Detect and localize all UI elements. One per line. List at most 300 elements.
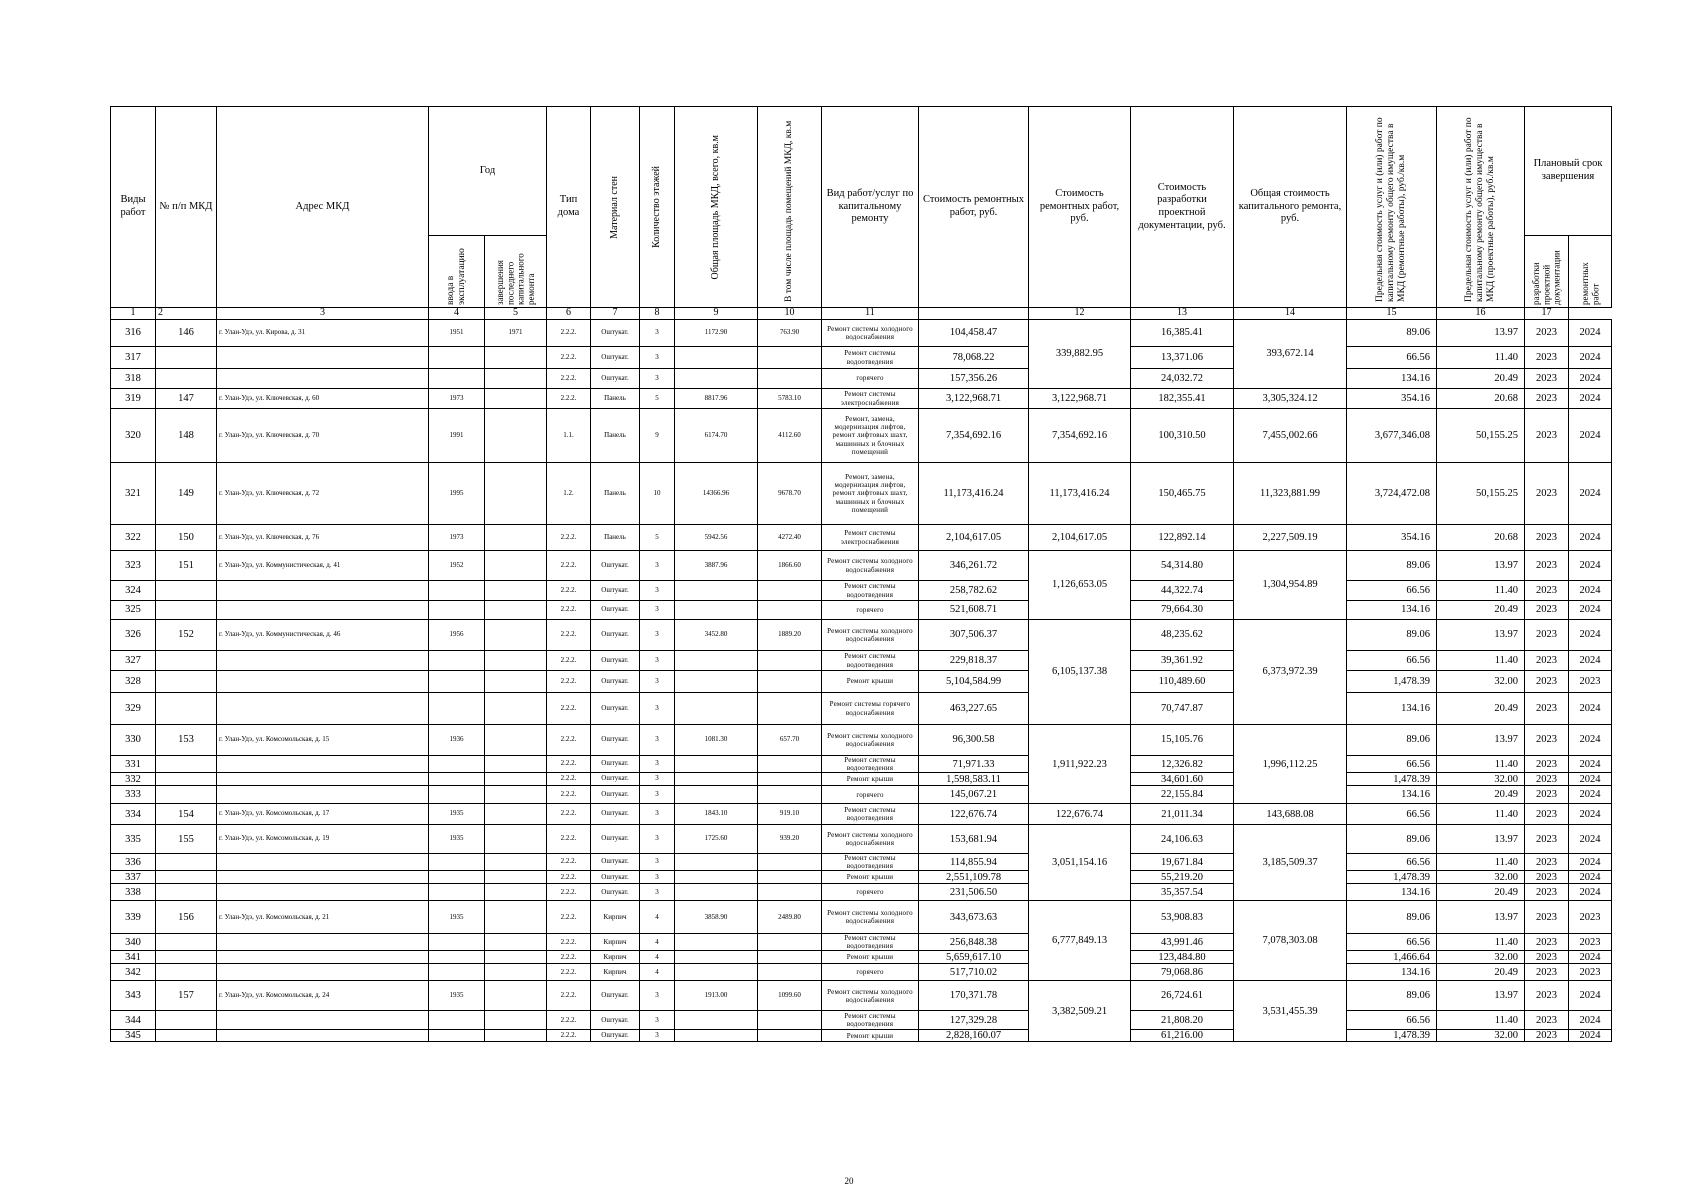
floors: 3 [640,981,675,1011]
premises-area [758,871,822,884]
work-type: Ремонт системы водоотведения [822,804,919,825]
table-row [111,981,1612,1011]
term-design: 2023 [1525,409,1569,463]
total-area [675,581,758,601]
year-commission: 1951 [429,320,485,347]
limit-repair: 134.16 [1347,884,1437,901]
term-repair: 2023 [1569,964,1612,981]
limit-repair: 1,478.39 [1347,1030,1437,1042]
work-type: Ремонт системы водоотведения [822,934,919,951]
address [217,671,429,693]
year-commission [429,854,485,871]
repair-cost: 2,551,109.78 [919,871,1029,884]
work-type: Ремонт системы водоотведения [822,854,919,871]
house-type: 2.2.2. [547,804,591,825]
premises-area: 919.10 [758,804,822,825]
repair-cost: 521,608.71 [919,601,1029,620]
mkd-number [156,651,217,671]
design-cost: 21,011.34 [1131,804,1234,825]
limit-design: 13.97 [1437,981,1525,1011]
mkd-number [156,756,217,773]
address [217,884,429,901]
house-type: 2.2.2. [547,620,591,651]
design-cost: 54,314.80 [1131,551,1234,581]
wall-material: Оштукат. [591,620,640,651]
wall-material: Оштукат. [591,551,640,581]
repair-cost: 5,659,617.10 [919,951,1029,964]
design-cost: 43,991.46 [1131,934,1234,951]
limit-repair: 66.56 [1347,756,1437,773]
total-area: 1725.60 [675,825,758,854]
premises-area [758,756,822,773]
work-type: Ремонт, замена, модернизация лифтов, ремонт лифтовых шахт, машинных и блочных помещений [822,409,919,463]
premises-area [758,1030,822,1042]
year-commission [429,347,485,369]
row-number: 327 [111,651,156,671]
group-repair-total: 6,105,137.38 [1029,620,1131,725]
row-number: 337 [111,871,156,884]
limit-design: 32.00 [1437,1030,1525,1042]
repair-cost: 7,354,692.16 [919,409,1029,463]
design-cost: 100,310.50 [1131,409,1234,463]
design-cost: 24,106.63 [1131,825,1234,854]
floors: 3 [640,1011,675,1030]
column-number: 2 [156,308,217,320]
limit-repair: 66.56 [1347,1011,1437,1030]
year-commission: 1952 [429,551,485,581]
total-area [675,871,758,884]
table-row [111,901,1612,934]
group-repair-total: 3,051,154.16 [1029,825,1131,901]
header-overall-cost: Общая стоимость капитального ремонта, руб. [1234,107,1347,308]
header-planned-term: Плановый срок завершения [1525,107,1612,236]
design-cost: 48,235.62 [1131,620,1234,651]
mkd-number: 147 [156,389,217,409]
term-design: 2023 [1525,671,1569,693]
wall-material: Панель [591,463,640,525]
term-repair: 2024 [1569,871,1612,884]
premises-area [758,651,822,671]
address [217,369,429,389]
limit-repair: 134.16 [1347,786,1437,804]
work-type: горячего [822,369,919,389]
term-design: 2023 [1525,347,1569,369]
group-overall-cost: 143,688.08 [1234,804,1347,825]
header-wall-material: Материал стен [591,107,640,308]
repair-cost: 170,371.78 [919,981,1029,1011]
mkd-number: 149 [156,463,217,525]
group-overall-cost: 7,455,002.66 [1234,409,1347,463]
repair-cost: 463,227.65 [919,693,1029,725]
column-number: 16 [1437,308,1525,320]
address [217,693,429,725]
year-last-repair [485,981,547,1011]
term-repair: 2024 [1569,651,1612,671]
total-area: 5942.56 [675,525,758,551]
house-type: 2.2.2. [547,581,591,601]
row-number: 323 [111,551,156,581]
row-number: 322 [111,525,156,551]
limit-design: 11.40 [1437,651,1525,671]
total-area [675,951,758,964]
mkd-number [156,854,217,871]
house-type: 2.2.2. [547,786,591,804]
table-row [111,773,1612,786]
table-row [111,369,1612,389]
group-repair-total: 1,911,922.23 [1029,725,1131,804]
column-number: 6 [547,308,591,320]
term-design: 2023 [1525,786,1569,804]
header-term-design: разработки проектной документации [1525,236,1569,308]
total-area [675,934,758,951]
address [217,651,429,671]
premises-area: 657.70 [758,725,822,756]
mkd-number [156,369,217,389]
limit-design: 20.49 [1437,693,1525,725]
table-row [111,320,1612,347]
design-cost: 110,489.60 [1131,671,1234,693]
column-number: 1 [111,308,156,320]
year-commission [429,1030,485,1042]
mkd-number [156,964,217,981]
floors: 4 [640,901,675,934]
term-repair: 2024 [1569,601,1612,620]
term-design: 2023 [1525,525,1569,551]
term-design: 2023 [1525,463,1569,525]
limit-repair: 3,677,346.08 [1347,409,1437,463]
floors: 3 [640,884,675,901]
limit-repair: 89.06 [1347,825,1437,854]
floors: 3 [640,825,675,854]
limit-repair: 354.16 [1347,525,1437,551]
term-repair: 2024 [1569,725,1612,756]
term-design: 2023 [1525,756,1569,773]
floors: 3 [640,620,675,651]
floors: 5 [640,389,675,409]
year-commission: 1991 [429,409,485,463]
mkd-number [156,786,217,804]
limit-design: 20.49 [1437,601,1525,620]
wall-material: Оштукат. [591,871,640,884]
floors: 3 [640,347,675,369]
term-design: 2023 [1525,825,1569,854]
term-repair: 2024 [1569,409,1612,463]
premises-area: 5783.10 [758,389,822,409]
column-number: 4 [429,308,485,320]
design-cost: 79,664.30 [1131,601,1234,620]
limit-design: 50,155.25 [1437,463,1525,525]
premises-area [758,693,822,725]
repair-cost: 343,673.63 [919,901,1029,934]
work-type: горячего [822,884,919,901]
work-type: Ремонт, замена, модернизация лифтов, ремонт лифтовых шахт, машинных и блочных помещений [822,463,919,525]
limit-repair: 3,724,472.08 [1347,463,1437,525]
limit-design: 11.40 [1437,581,1525,601]
repair-cost: 256,848.38 [919,934,1029,951]
mkd-number [156,1011,217,1030]
mkd-number [156,951,217,964]
mkd-number [156,934,217,951]
limit-design: 32.00 [1437,871,1525,884]
design-cost: 34,601.60 [1131,773,1234,786]
limit-repair: 89.06 [1347,620,1437,651]
year-commission: 1995 [429,463,485,525]
header-year-last-repair: завершения последнего капитального ремонта [485,236,547,308]
row-number: 342 [111,964,156,981]
house-type: 1.2. [547,463,591,525]
year-commission: 1935 [429,804,485,825]
design-cost: 55,219.20 [1131,871,1234,884]
house-type: 2.2.2. [547,671,591,693]
limit-repair: 89.06 [1347,551,1437,581]
repair-cost: 5,104,584.99 [919,671,1029,693]
wall-material: Оштукат. [591,884,640,901]
column-number: 9 [675,308,758,320]
design-cost: 39,361.92 [1131,651,1234,671]
premises-area [758,884,822,901]
premises-area [758,773,822,786]
term-design: 2023 [1525,804,1569,825]
group-overall-cost: 11,323,881.99 [1234,463,1347,525]
year-commission: 1936 [429,725,485,756]
year-last-repair [485,854,547,871]
limit-repair: 1,478.39 [1347,773,1437,786]
year-last-repair [485,773,547,786]
repair-cost: 2,104,617.05 [919,525,1029,551]
repair-cost: 145,067.21 [919,786,1029,804]
limit-design: 11.40 [1437,1011,1525,1030]
table-row [111,725,1612,756]
year-last-repair [485,551,547,581]
house-type: 2.2.2. [547,756,591,773]
address: г. Улан-Удэ, ул. Комсомольская, д. 21 [217,901,429,934]
table-row [111,620,1612,651]
house-type: 2.2.2. [547,934,591,951]
table-row [111,693,1612,725]
premises-area: 1866.60 [758,551,822,581]
address: г. Улан-Удэ, ул. Кирова, д. 31 [217,320,429,347]
year-last-repair [485,951,547,964]
wall-material: Оштукат. [591,804,640,825]
address: г. Улан-Удэ, ул. Коммунистическая, д. 46 [217,620,429,651]
limit-design: 20.49 [1437,369,1525,389]
repair-cost: 3,122,968.71 [919,389,1029,409]
total-area: 3858.90 [675,901,758,934]
design-cost: 16,385.41 [1131,320,1234,347]
total-area [675,347,758,369]
floors: 3 [640,320,675,347]
house-type: 2.2.2. [547,551,591,581]
premises-area: 939.20 [758,825,822,854]
address: г. Улан-Удэ, ул. Комсомольская, д. 17 [217,804,429,825]
table-row [111,934,1612,951]
year-last-repair [485,871,547,884]
repair-cost: 258,782.62 [919,581,1029,601]
premises-area [758,854,822,871]
premises-area [758,369,822,389]
premises-area: 2489.80 [758,901,822,934]
limit-design: 13.97 [1437,725,1525,756]
address [217,601,429,620]
group-overall-cost: 1,996,112.25 [1234,725,1347,804]
house-type: 2.2.2. [547,693,591,725]
column-number: 3 [217,308,429,320]
table-row [111,525,1612,551]
floors: 9 [640,409,675,463]
group-overall-cost: 2,227,509.19 [1234,525,1347,551]
mkd-number: 153 [156,725,217,756]
header-house-type: Тип дома [547,107,591,308]
work-type: Ремонт системы холодного водоснабжения [822,725,919,756]
year-last-repair [485,347,547,369]
limit-design: 11.40 [1437,854,1525,871]
group-repair-total: 11,173,416.24 [1029,463,1131,525]
year-commission [429,934,485,951]
work-type: Ремонт системы холодного водоснабжения [822,901,919,934]
wall-material: Оштукат. [591,320,640,347]
address [217,347,429,369]
mkd-number: 151 [156,551,217,581]
limit-design: 20.68 [1437,389,1525,409]
row-number: 343 [111,981,156,1011]
year-commission [429,884,485,901]
header-design-cost: Стоимость разработки проектной документации, руб. [1131,107,1234,308]
wall-material: Кирпич [591,964,640,981]
limit-repair: 89.06 [1347,320,1437,347]
limit-design: 11.40 [1437,756,1525,773]
year-commission: 1973 [429,525,485,551]
address: г. Улан-Удэ, ул. Комсомольская, д. 19 [217,825,429,854]
limit-repair: 66.56 [1347,651,1437,671]
house-type: 2.2.2. [547,347,591,369]
floors: 3 [640,725,675,756]
column-number: 15 [1347,308,1437,320]
row-number: 333 [111,786,156,804]
limit-design: 20.49 [1437,964,1525,981]
floors: 4 [640,964,675,981]
group-repair-total: 339,882.95 [1029,320,1131,389]
table-row [111,1030,1612,1042]
floors: 3 [640,871,675,884]
total-area [675,756,758,773]
work-type: Ремонт крыши [822,1030,919,1042]
year-commission: 1935 [429,981,485,1011]
design-cost: 150,465.75 [1131,463,1234,525]
term-repair: 2024 [1569,1030,1612,1042]
term-repair: 2024 [1569,525,1612,551]
house-type: 2.2.2. [547,884,591,901]
address: г. Улан-Удэ, ул. Ключевская, д. 76 [217,525,429,551]
work-type: Ремонт системы холодного водоснабжения [822,320,919,347]
table-row [111,409,1612,463]
term-design: 2023 [1525,951,1569,964]
row-number: 335 [111,825,156,854]
term-repair: 2024 [1569,389,1612,409]
design-cost: 13,371.06 [1131,347,1234,369]
mkd-number: 148 [156,409,217,463]
limit-design: 32.00 [1437,951,1525,964]
work-type: Ремонт системы горячего водоснабжения [822,693,919,725]
limit-repair: 66.56 [1347,804,1437,825]
group-repair-total: 2,104,617.05 [1029,525,1131,551]
group-overall-cost: 393,672.14 [1234,320,1347,389]
header-mkd-number: № п/п МКД [156,107,217,308]
column-number: 8 [640,308,675,320]
limit-design: 32.00 [1437,671,1525,693]
group-overall-cost: 3,185,509.37 [1234,825,1347,901]
address [217,786,429,804]
term-repair: 2024 [1569,1011,1612,1030]
group-overall-cost: 3,305,324.12 [1234,389,1347,409]
year-last-repair [485,1030,547,1042]
wall-material: Панель [591,389,640,409]
design-cost: 26,724.61 [1131,981,1234,1011]
year-last-repair [485,671,547,693]
work-type: Ремонт системы водоотведения [822,756,919,773]
table-row [111,854,1612,871]
house-type: 2.2.2. [547,951,591,964]
address: г. Улан-Удэ, ул. Комсомольская, д. 24 [217,981,429,1011]
limit-repair: 134.16 [1347,601,1437,620]
header-address: Адрес МКД [217,107,429,308]
total-area [675,854,758,871]
work-type: Ремонт системы холодного водоснабжения [822,981,919,1011]
group-repair-total: 1,126,653.05 [1029,551,1131,620]
repair-cost: 11,173,416.24 [919,463,1029,525]
design-cost: 53,908.83 [1131,901,1234,934]
year-last-repair [485,389,547,409]
design-cost: 19,671.84 [1131,854,1234,871]
total-area: 1913.00 [675,981,758,1011]
row-number: 328 [111,671,156,693]
term-repair: 2024 [1569,463,1612,525]
term-repair: 2024 [1569,320,1612,347]
table-row [111,871,1612,884]
year-commission: 1935 [429,901,485,934]
floors: 3 [640,804,675,825]
group-overall-cost: 1,304,954.89 [1234,551,1347,620]
year-last-repair [485,601,547,620]
floors: 3 [640,601,675,620]
wall-material: Оштукат. [591,756,640,773]
design-cost: 15,105.76 [1131,725,1234,756]
work-type: горячего [822,964,919,981]
address [217,871,429,884]
total-area [675,786,758,804]
address [217,964,429,981]
work-type: Ремонт крыши [822,671,919,693]
year-last-repair: 1971 [485,320,547,347]
limit-design: 50,155.25 [1437,409,1525,463]
limit-design: 20.49 [1437,786,1525,804]
term-repair: 2024 [1569,884,1612,901]
work-type: Ремонт системы холодного водоснабжения [822,551,919,581]
repair-cost: 307,506.37 [919,620,1029,651]
premises-area: 4272.40 [758,525,822,551]
total-area [675,964,758,981]
mkd-number [156,601,217,620]
mkd-number [156,693,217,725]
group-repair-total: 7,354,692.16 [1029,409,1131,463]
year-last-repair [485,786,547,804]
floors: 4 [640,951,675,964]
premises-area [758,1011,822,1030]
floors: 3 [640,1030,675,1042]
year-last-repair [485,693,547,725]
term-design: 2023 [1525,651,1569,671]
term-repair: 2024 [1569,804,1612,825]
year-commission: 1935 [429,825,485,854]
